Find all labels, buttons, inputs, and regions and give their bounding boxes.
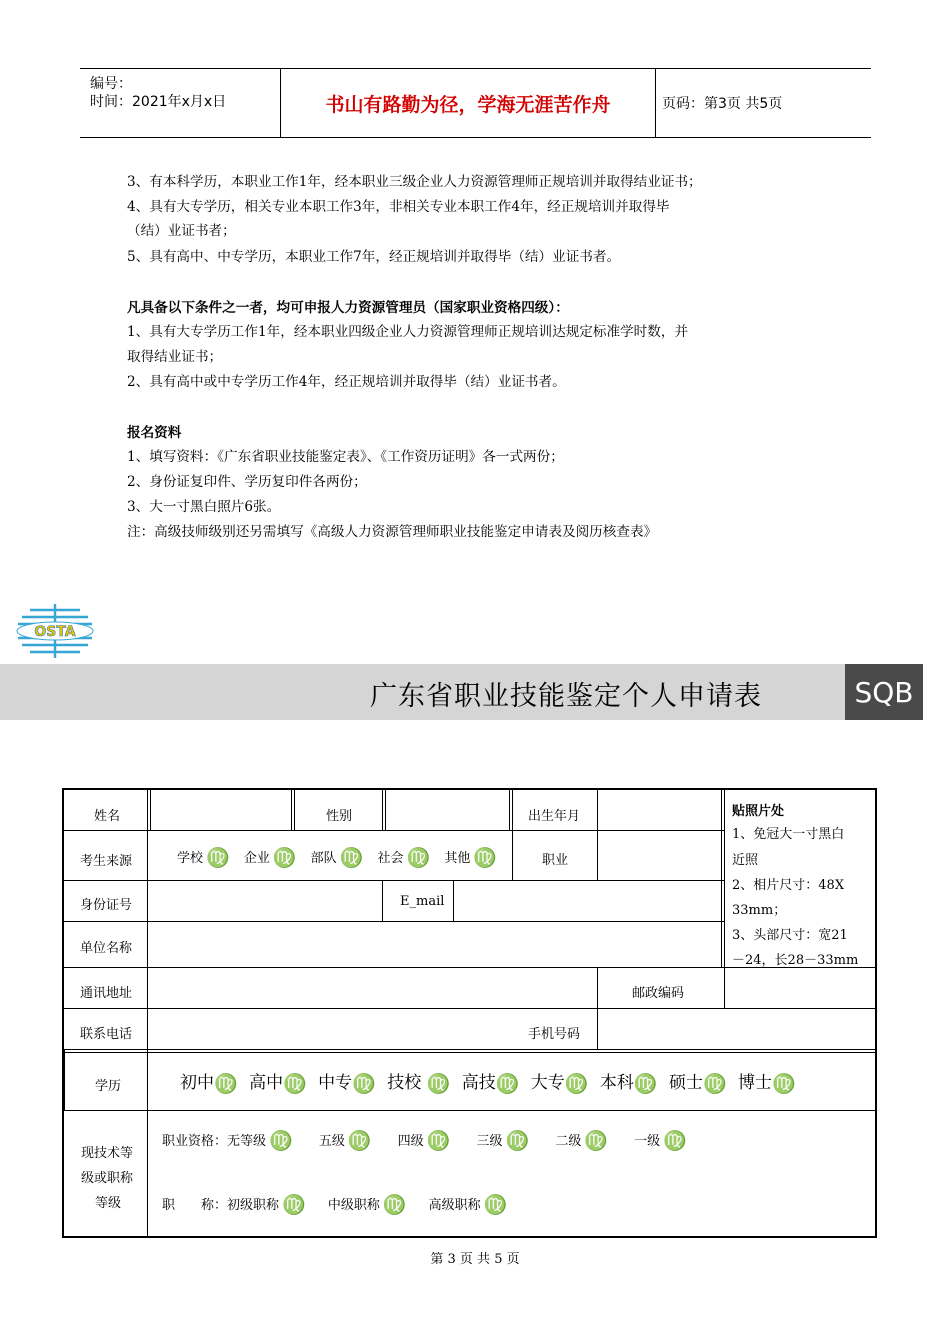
option-label: 初级职称 <box>227 1198 280 1213</box>
form-code-badge: SQB <box>845 664 923 720</box>
photo-title: 贴照片处 <box>732 804 785 819</box>
photo-note: 3、头部尺寸：宽21 <box>732 928 848 943</box>
checkbox-icon[interactable]: ♍ <box>382 1194 407 1216</box>
body-line: 1、具有大专学历工作1年，经本职业四级企业人力资源管理师正规培训达规定标准学时数，并 <box>127 324 689 340</box>
option-label: 中专 <box>318 1073 353 1093</box>
title-options <box>162 1193 517 1216</box>
body-line: 注：高级技师级别还另需填写《高级人力资源管理师职业技能鉴定申请表及阅历核查表》 <box>127 524 658 540</box>
body-line: 4、具有大专学历，相关专业本职工作3年，非相关专业本职工作4年，经正规培训并取得毕 <box>127 199 670 215</box>
header-meta <box>80 69 280 137</box>
section-heading: 凡具备以下条件之一者，均可申报人力资源管理员（国家职业资格四级）： <box>127 300 569 316</box>
checkbox-icon[interactable]: ♍ <box>206 847 230 869</box>
checkbox-icon[interactable]: ♍ <box>347 1130 372 1152</box>
qualification-options <box>162 1129 697 1152</box>
tech-level-label: 现技术等 <box>81 1146 134 1161</box>
checkbox-icon[interactable]: ♍ <box>426 1130 451 1152</box>
checkbox-icon[interactable]: ♍ <box>214 1073 238 1095</box>
source-label: 考生来源 <box>80 854 133 869</box>
form-title-banner <box>0 664 845 720</box>
unit-name-label: 单位名称 <box>80 941 133 956</box>
osta-logo <box>14 600 96 660</box>
mobile-label: 手机号码 <box>528 1027 581 1042</box>
checkbox-icon[interactable]: ♍ <box>339 847 364 869</box>
checkbox-icon[interactable]: ♍ <box>283 1073 307 1095</box>
body-line: 3、有本科学历，本职业工作1年，经本职业三级企业人力资源管理师正规培训并取得结业证书； <box>127 174 702 190</box>
option-label: 硕士 <box>668 1073 703 1093</box>
form-title: 广东省职业技能鉴定个人申请表 <box>370 681 762 712</box>
option-label: 博士 <box>738 1073 773 1093</box>
checkbox-icon[interactable]: ♍ <box>663 1130 687 1152</box>
postcode-label: 邮政编码 <box>632 986 685 1001</box>
address-label: 通讯地址 <box>80 986 133 1001</box>
checkbox-icon[interactable]: ♍ <box>564 1073 589 1095</box>
photo-note: 近照 <box>732 853 759 868</box>
photo-note: 33mm； <box>732 903 787 918</box>
body-line: （结）业证书者； <box>127 223 236 239</box>
body-line: 2、具有高中或中专学历工作4年，经正规培训并取得毕（结）业证书者。 <box>127 374 566 390</box>
header-motto: 书山有路勤为径，学海无涯苦作舟 <box>280 69 656 137</box>
number-label: 编号： <box>90 76 132 92</box>
education-options <box>180 1068 802 1095</box>
option-label: 二级 <box>555 1134 582 1149</box>
body-line: 2、身份证复印件、学历复印件各两份； <box>127 474 367 490</box>
checkbox-icon[interactable]: ♍ <box>584 1130 609 1152</box>
option-label: 中级职称 <box>327 1198 380 1213</box>
option-label: 初中 <box>180 1073 214 1093</box>
option-label: 其他 <box>444 851 471 866</box>
logo-text: OSTA <box>34 624 76 640</box>
page-header <box>80 68 871 138</box>
body-line: 5、具有高中、中专学历，本职业工作7年，经正规培训并取得毕（结）业证书者。 <box>127 249 621 265</box>
option-label: 本科 <box>599 1073 634 1093</box>
checkbox-icon[interactable]: ♍ <box>633 1073 658 1095</box>
checkbox-icon[interactable]: ♍ <box>483 1194 508 1216</box>
option-label: 四级 <box>397 1134 424 1149</box>
photo-note: 1、免冠大一寸黑白 <box>732 827 845 842</box>
option-label: 一级 <box>634 1134 661 1149</box>
option-label: 无等级 <box>227 1134 267 1149</box>
page-footer: 第 3 页 共 5 页 <box>430 1252 520 1267</box>
option-label: 学校 <box>177 851 204 866</box>
checkbox-icon[interactable]: ♍ <box>269 1130 293 1152</box>
checkbox-icon[interactable]: ♍ <box>282 1194 306 1216</box>
photo-note: －24，长28－33mm <box>732 953 859 968</box>
body-line: 取得结业证书； <box>127 349 223 365</box>
checkbox-icon[interactable]: ♍ <box>505 1130 530 1152</box>
phone-label: 联系电话 <box>80 1027 133 1042</box>
checkbox-icon[interactable]: ♍ <box>272 847 297 869</box>
education-label: 学历 <box>95 1079 122 1094</box>
gender-label: 性别 <box>326 809 353 824</box>
email-label: E_mail <box>400 894 445 909</box>
checkbox-icon[interactable]: ♍ <box>426 1073 451 1095</box>
occupation-label: 职业 <box>542 853 569 868</box>
header-page-info: 页码：第3页 共5页 <box>662 96 783 112</box>
checkbox-icon[interactable]: ♍ <box>495 1073 520 1095</box>
source-options <box>177 846 507 869</box>
option-label: 社会 <box>377 851 404 866</box>
section-heading: 报名资料 <box>127 425 182 441</box>
tech-level-label: 级或职称 <box>81 1171 134 1186</box>
checkbox-icon[interactable]: ♍ <box>702 1073 727 1095</box>
checkbox-icon[interactable]: ♍ <box>772 1073 796 1095</box>
tech-level-label: 等级 <box>95 1196 122 1211</box>
option-label: 五级 <box>318 1134 345 1149</box>
option-label: 高中 <box>249 1073 284 1093</box>
checkbox-icon[interactable]: ♍ <box>406 847 431 869</box>
time-label: 时间：2021年x月x日 <box>90 94 227 110</box>
body-line: 3、大一寸黑白照片6张。 <box>127 499 281 515</box>
qualification-prefix: 职业资格： <box>162 1134 228 1149</box>
name-label: 姓名 <box>94 809 121 824</box>
body-line: 1、填写资料：《广东省职业技能鉴定表》、《工作资历证明》各一式两份； <box>127 449 564 465</box>
option-label: 部队 <box>310 851 337 866</box>
title-prefix: 职 称： <box>162 1198 228 1213</box>
photo-note: 2、相片尺寸：48X <box>732 878 845 893</box>
option-label: 企业 <box>243 851 270 866</box>
checkbox-icon[interactable]: ♍ <box>352 1073 376 1095</box>
option-label: 三级 <box>476 1134 503 1149</box>
id-number-label: 身份证号 <box>80 898 133 913</box>
checkbox-icon[interactable]: ♍ <box>473 847 497 869</box>
option-label: 高级职称 <box>428 1198 481 1213</box>
option-label: 高技 <box>461 1073 496 1093</box>
option-label: 大专 <box>530 1073 565 1093</box>
option-label: 技校 <box>387 1073 422 1093</box>
birth-label: 出生年月 <box>528 809 581 824</box>
